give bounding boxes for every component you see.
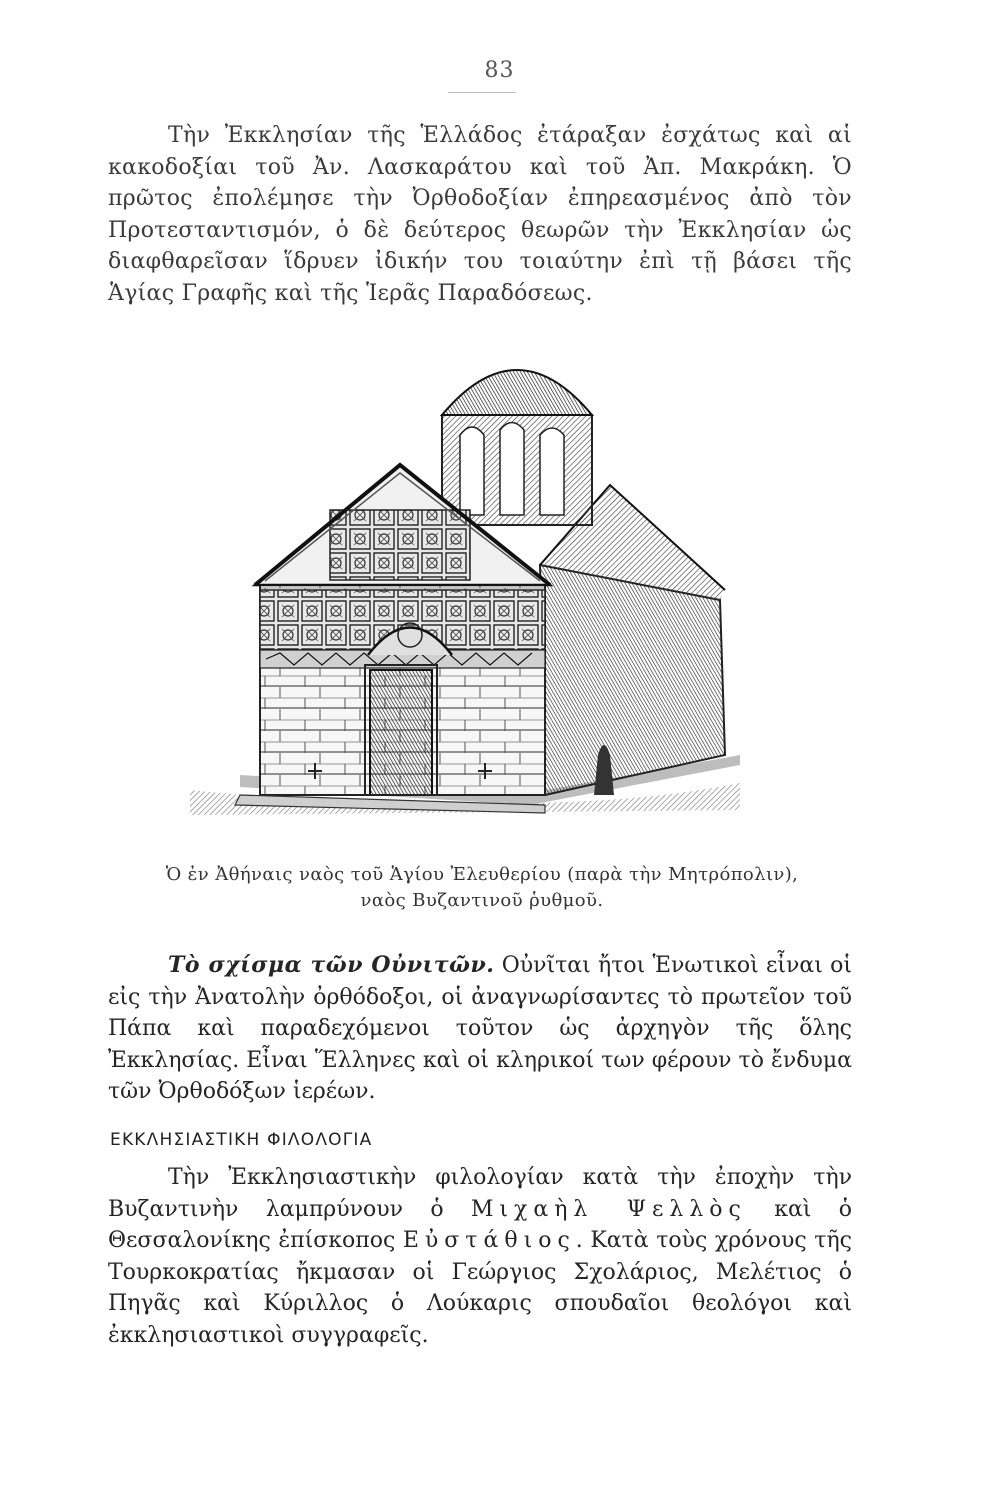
page-number: 83 bbox=[484, 58, 515, 83]
church-engraving-image bbox=[180, 335, 750, 835]
paragraph-3 bbox=[108, 1162, 852, 1351]
paragraph-1: Τὴν Ἐκκλησίαν τῆς Ἑλλάδος ἐτάραξαν ἐσχάτως καὶ αἱ κακοδοξίαι τοῦ Ἀν. Λασκαράτου καὶ τοῦ Ἀπ. Μακράκη. Ὁ πρῶτος ἐπολέμησε τὴν Ὀρθοδοξίαν ἐπηρεασμένος ἀπὸ τὸν Προτεσταντισμόν, ὁ δὲ δεύτερος θεωρῶν τὴν Ἐκκλησίαν ὡς διαφθαρεῖσαν ἵδρυεν ἰδικήν του τοιαύτην ἐπὶ τῇ βάσει τῆς Ἁγίας Γραφῆς καὶ τῆς Ἱερᾶς Παραδόσεως. bbox=[108, 123, 852, 306]
paragraph-2 bbox=[108, 950, 852, 1108]
figure-caption bbox=[112, 862, 852, 914]
church-illustration bbox=[180, 335, 750, 835]
page-number-rule bbox=[448, 92, 516, 93]
paragraph-3-part-1: Τὴν Ἐκκλησιαστικὴν φιλολογίαν κατὰ τὴν ἐποχὴν τὴν Βυζαντινὴν λαμπρύνουν ὁ bbox=[108, 1165, 852, 1222]
paragraph-2-body: Οὐνῖται ἤτοι Ἑνωτικοὶ εἶναι οἱ εἰς τὴν Ἀνατολὴν ὀρθόδοξοι, οἱ ἀναγνωρίσαντες τὸ πρωτεῖον τοῦ Πάπα καὶ παραδεχόμενοι τοῦτον ὡς ἀρχηγὸν τῆς ὅλης Ἐκκλησίας. Εἶναι Ἕλληνες καὶ οἱ κληρικοί των φέρουν τὸ ἔνδυμα τῶν Ὀρθοδόξων ἱερέων. bbox=[108, 953, 852, 1104]
caption-line-1: Ὁ ἐν Ἀθήναις ναὸς τοῦ Ἁγίου Ἐλευθερίου (παρὰ τὴν Μητρόπολιν), bbox=[165, 864, 799, 885]
inline-heading-schism: Τὸ σχίσμα τῶν Οὐνιτῶν. bbox=[168, 952, 495, 978]
name-psellos: Μιχαὴλ Ψελλὸς bbox=[470, 1196, 747, 1222]
paragraph-3-part-2: καὶ ὁ Θεσσαλονίκης ἐπίσκοπος bbox=[108, 1196, 853, 1253]
section-heading: ΕΚΚΛΗΣΙΑΣΤΙΚΗ ΦΙΛΟΛΟΓΙΑ bbox=[110, 1130, 373, 1150]
caption-line-2: ναὸς Βυζαντινοῦ ῥυθμοῦ. bbox=[360, 890, 604, 911]
name-eustathios: Εὐστάθιος bbox=[402, 1228, 576, 1253]
paragraph-3-part-3: . Κατὰ τοὺς χρόνους τῆς Τουρκοκρατίας ἤκμασαν οἱ Γεώργιος Σχολάριος, Μελέτιος ὁ Πηγᾶς καὶ Κύριλλος ὁ Λούκαρις σπουδαῖοι θεολόγοι καὶ ἐκκλησιαστικοὶ συγγραφεῖς. bbox=[108, 1228, 852, 1348]
